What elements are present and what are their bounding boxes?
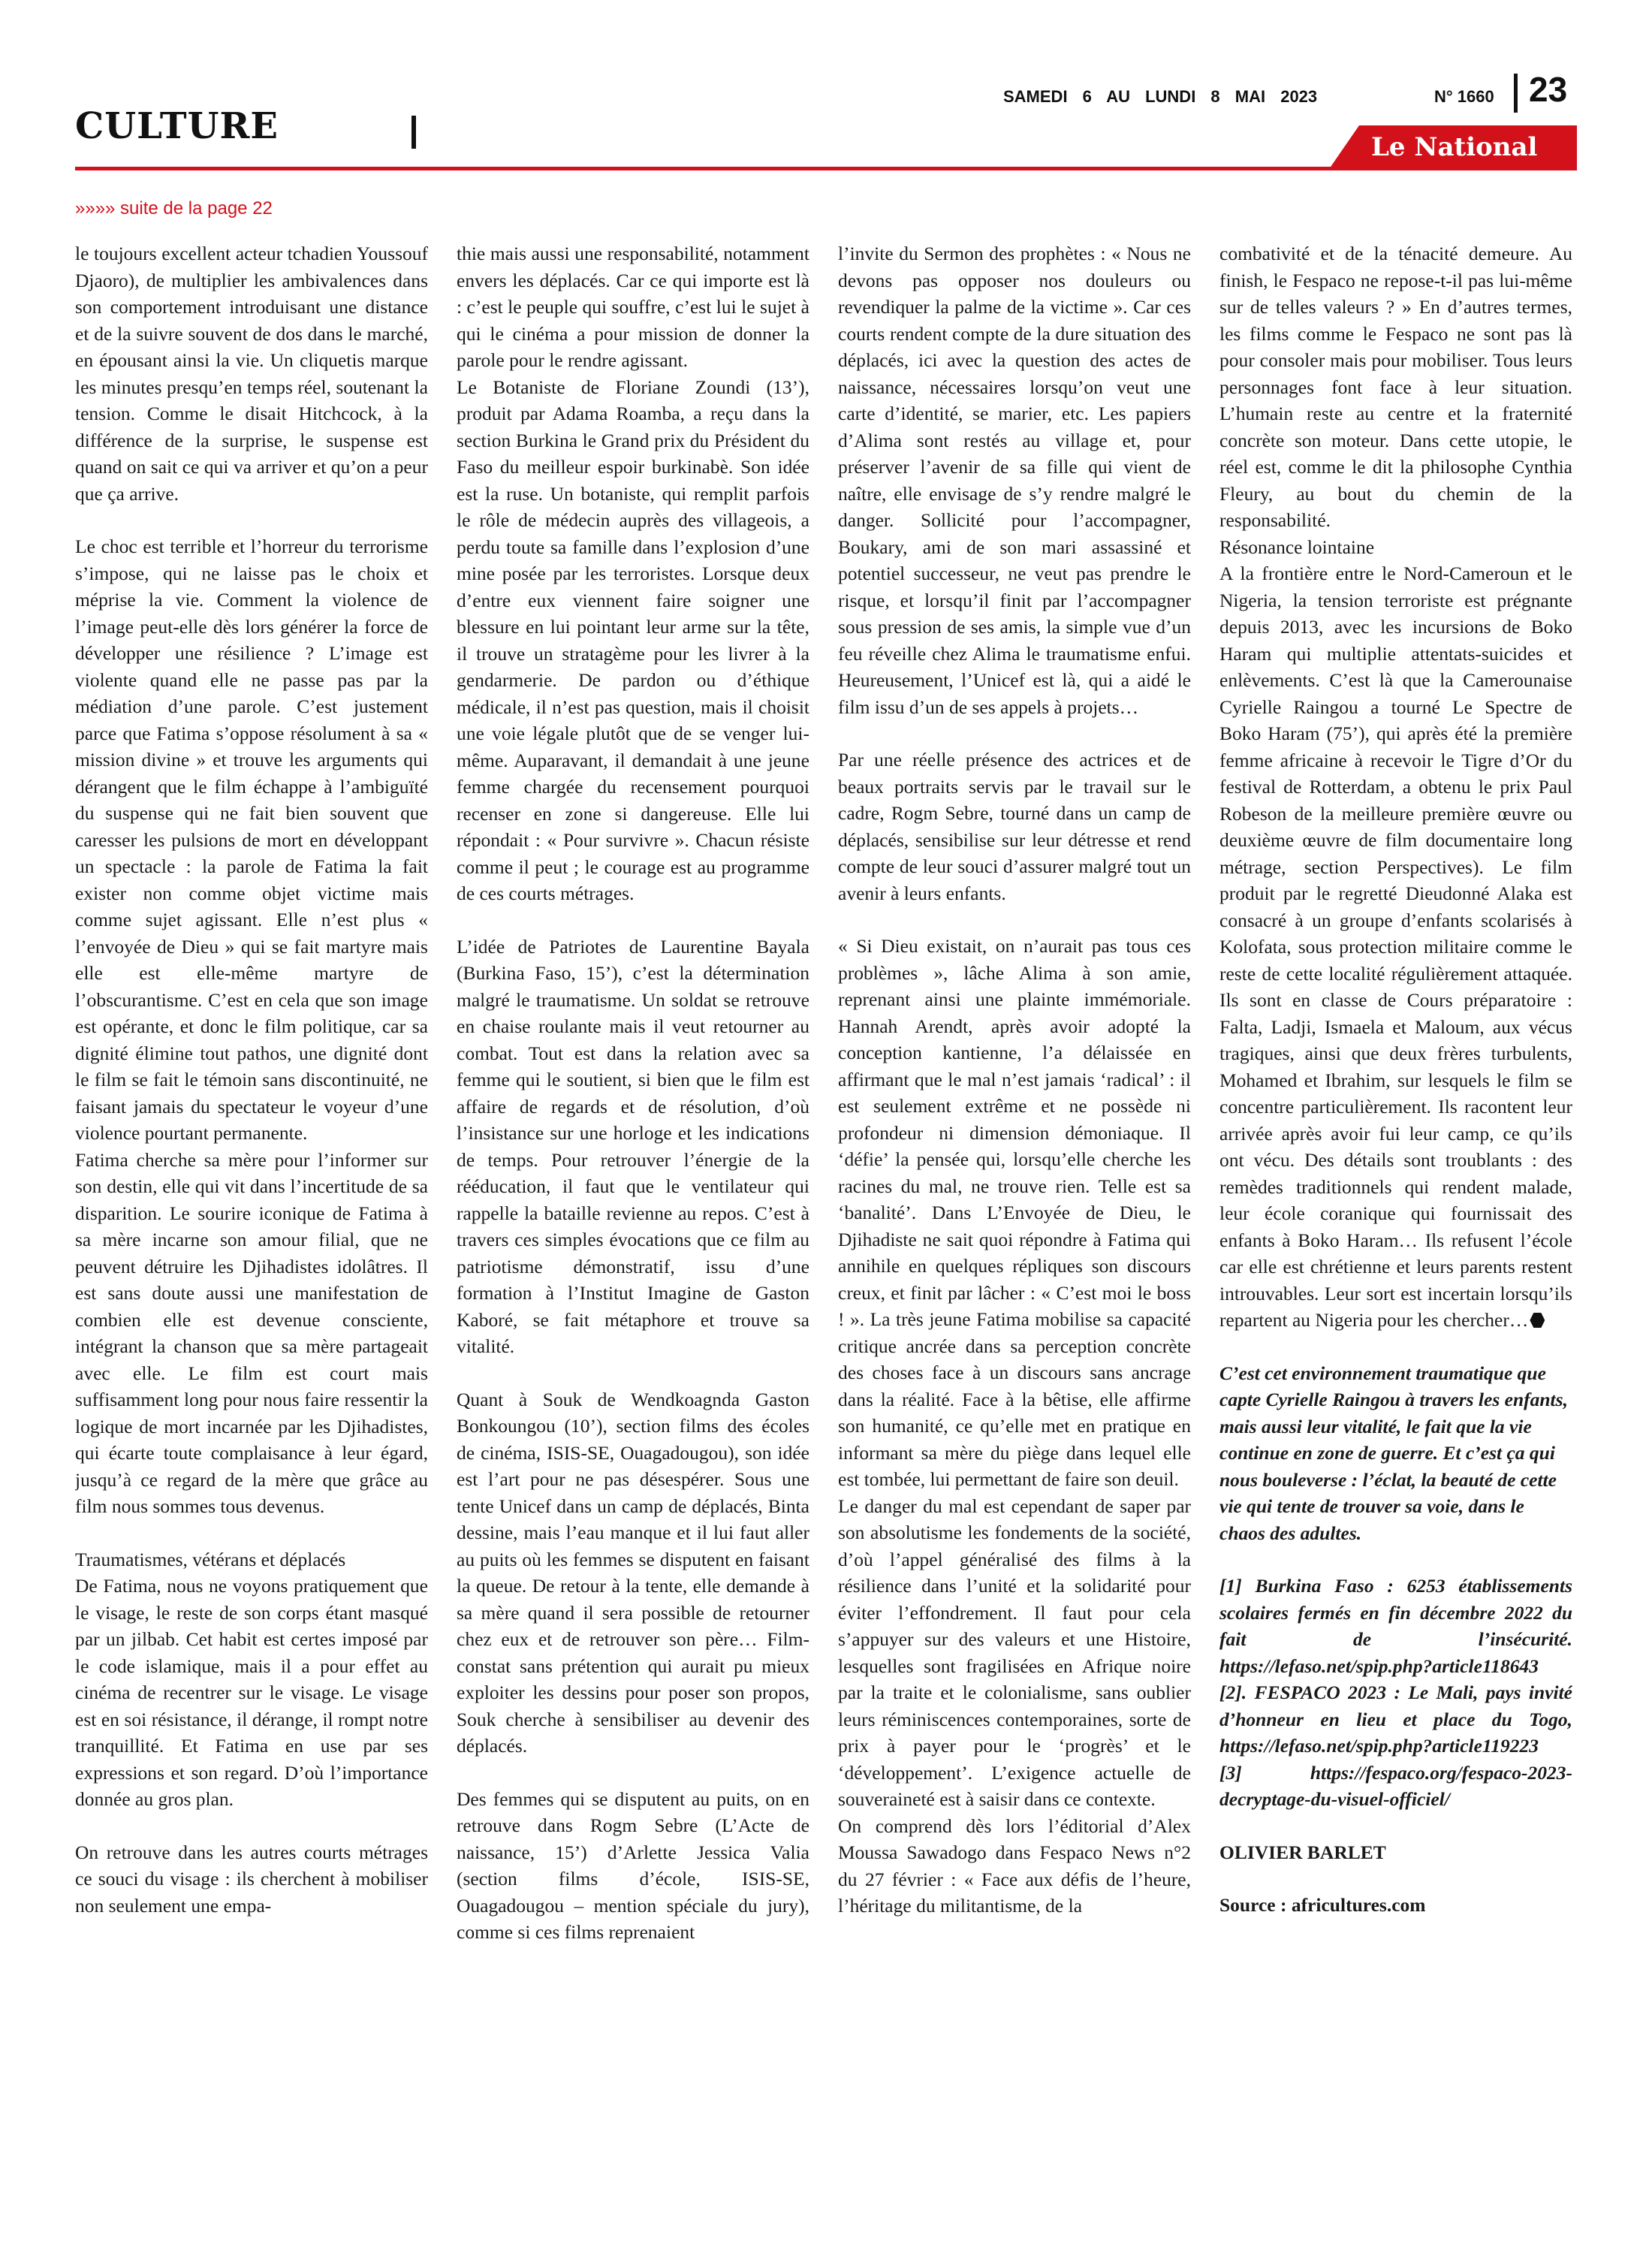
- article-column-4: [1219, 240, 1572, 2230]
- paragraph: Par une réelle présence des actrices et de beaux portraits servis par le travail sur le cadre, Rogm Sebre, tourné dans un camp de déplacés, sensibilise sur leur détresse et rend compte de leur souci d’assurer malgré tout un avenir à leurs enfants.: [838, 749, 1191, 904]
- article-column-2: [457, 240, 809, 2230]
- paragraph: « Si Dieu existait, on n’aurait pas tous ces problèmes », lâche Alima à son amie, reprenant ainsi une plainte immémoriale. Hannah Arendt, après avoir adopté la conception kantienne, l’a délaissée en affirmant que le mal n’est jamais ‘radical’ : il est seulement extrême et ne possède ni profondeur ni dimension démoniaque. Il ‘défie’ la pensée qui, lorsqu’elle cherche les racines du mal, ne trouve rien. Telle est sa ‘banalité’. Dans L’Envoyée de Dieu, le Djihadiste ne sait quoi répondre à Fatima qui annihile en quelques répliques son discours creux, et finit par lâcher : « C’est moi le boss ! ». La très jeune Fatima mobilise sa capacité critique ancrée dans sa perception concrète des choses face à un discours sans ancrage dans la réalité. Face à la bêtise, elle affirme son humanité, ce qu’elle met en pratique en informant sa mère du piège dans lequel elle est tombée, lui permettant de faire son deuil.: [838, 935, 1191, 1490]
- subheading: Traumatismes, vétérans et déplacés: [75, 1548, 346, 1570]
- paragraph: De Fatima, nous ne voyons pratiquement que le visage, le reste de son corps étant masqué par un jilbab. Cet habit est certes imposé par le code islamique, mais il a pour effet au cinéma de recentrer sur le visage. Le visage est en soi résistance, il dérange, il rompt notre tranquillité. Et Fatima en use par ses expressions et son regard. D’où l’importance donnée au gros plan.: [75, 1575, 428, 1810]
- author-byline: OLIVIER BARLET: [1219, 1841, 1386, 1863]
- footnote: [1] Burkina Faso : 6253 établissements scolaires fermés en fin décembre 2022 du fait de l’insécurité. https://lefaso.net/spip.php?article118643: [1219, 1575, 1572, 1677]
- paragraph: Quant à Souk de Wendkoagnda Gaston Bonkoungou (10’), section films des écoles de cinéma, ISIS-SE, Ouagadougou), son idée est l’art pour ne pas désespérer. Sous une tente Unicef dans un camp de déplacés, Binta dessine, mais l’eau manque et il lui faut aller au puits où les femmes se disputent en faisant la queue. De retour à la tente, elle demande à sa mère quand il sera possible de retourner chez eux et de retrouver son père… Film-constat sans prétention qui aurait pu mieux exploiter les dessins pour poser son propos, Souk cherche à sensibiliser au devenir des déplacés.: [457, 1388, 809, 1757]
- source-credit: Source : africultures.com: [1219, 1894, 1426, 1916]
- subheading: Résonance lointaine: [1219, 535, 1375, 558]
- emphasis-paragraph: C’est cet environnement traumatique que capte Cyrielle Raingou à travers les enfants, mais aussi leur vitalité, le fait que la vie continue en zone de guerre. Et c’est ça qui nous bouleverse : l’éclat, la beauté de cette vie qui tente de trouver sa voie, dans le chaos des adultes.: [1219, 1362, 1568, 1544]
- continuation-note: »»»» suite de la page 22: [75, 198, 273, 219]
- page-number-divider: [1514, 74, 1518, 113]
- paragraph: l’invite du Sermon des prophètes : « Nous ne devons pas opposer nos douleurs ou revendiquer la palme de la victime ». Car ces courts rendent compte de la dure situation des déplacés, ici avec la question des actes de naissance, nécessaires lorsqu’on veut une carte d’identité, se marier, etc. Les papiers d’Alima sont restés au village et, pour préserver l’avenir de sa fille qui vient de naître, elle envisage de s’y rendre malgré le danger. Sollicité pour l’accompagner, Boukary, ami de son mari assassiné et potentiel successeur, ne veut pas prendre le risque, et lorsqu’il finit par l’accompagner sous pression de ses amis, la simple vue d’un feu réveille chez Alima le traumatisme enfui. Heureusement, l’Unicef est là, qui a aidé le film issu d’un de ses appels à projets…: [838, 243, 1191, 718]
- paragraph: Le Botaniste de Floriane Zoundi (13’), produit par Adama Roamba, a reçu dans la section Burkina le Grand prix du Président du Faso du meilleur espoir burkinabè. Son idée est la ruse. Un botaniste, qui remplit parfois le rôle de médecin auprès des villageois, a perdu toute sa famille dans l’explosion d’une mine posée par les terroristes. Lorsque deux d’entre eux viennent faire soigner une blessure en lui pointant leur arme sur la tête, il trouve un stratagème pour les livrer à la gendarmerie. De pardon ou d’éthique médicale, il n’est pas question, mais il choisit une voie légale plutôt que de se venger lui-même. Auparavant, il demandait à une jeune femme chargée du recensement pourquoi recenser en zone si dangereuse. Elle lui répondait : « Pour survivre ». Chacun résiste comme il peut ; le courage est au programme de ces courts métrages.: [457, 376, 809, 904]
- paragraph: On retrouve dans les autres courts métrages ce souci du visage : ils cherchent à mobiliser non seulement une empa-: [75, 1841, 428, 1917]
- footnote: [2]. FESPACO 2023 : Le Mali, pays invité d’honneur en lieu et place du Togo, https://lefaso.net/spip.php?article119223: [1219, 1681, 1572, 1757]
- header-rule: [75, 167, 1577, 170]
- paragraph: On comprend dès lors l’éditorial d’Alex Moussa Sawadogo dans Fespaco News n°2 du 27 février : « Face aux défis de l’heure, l’héritage du militantisme, de la: [838, 1814, 1191, 1917]
- page-number: 23: [1529, 70, 1568, 109]
- paragraph: thie mais aussi une responsabilité, notamment envers les déplacés. Car ce qui importe est là : c’est le peuple qui souffre, c’est lui le sujet à qui le cinéma a pour mission de donner la parole pour le rendre agissant.: [457, 243, 809, 371]
- brand-name: Le National: [1371, 132, 1538, 162]
- paragraph: Fatima cherche sa mère pour l’informer sur son destin, elle qui vit dans l’incertitude de sa disparition. Le sourire iconique de Fatima à sa mère incarne son amour filial, que ne peuvent détruire les Djihadistes idolâtres. Il est sans doute aussi une manifestation de combien elle est devenue consciente, intégrant la chanson que sa mère partageait avec elle. Le film est court mais suffisamment long pour nous faire ressentir la logique de mort incarnée par les Djihadistes, qui écarte toute complaisance à leur égard, jusqu’à ce regard de la mère que grâce au film nous sommes tous devenus.: [75, 1148, 428, 1517]
- paragraph: Des femmes qui se disputent au puits, on en retrouve dans Rogm Sebre (L’Acte de naissance, 15’) d’Arlette Jessica Valia (section films d’école, ISIS-SE, Ouagadougou – mention spéciale du jury), comme si ces films reprenaient: [457, 1787, 809, 1943]
- paragraph: L’idée de Patriotes de Laurentine Bayala (Burkina Faso, 15’), c’est la détermination malgré le traumatisme. Un soldat se retrouve en chaise roulante mais il veut retourner au combat. Tout est dans la relation avec sa femme qui le soutient, si bien que le film est affaire de regards et de résolution, d’où l’insistance sur une horloge et les indications de temps. Pour retrouver l’énergie de la rééducation, il faut que le ventilateur qui rappelle la bataille revienne au repos. C’est à travers ces simples évocations que ce film au patriotisme démonstratif, issu d’une formation à l’Institut Imagine de Gaston Kaboré, se fait métaphore et trouve sa vitalité.: [457, 935, 809, 1357]
- paragraph: Le choc est terrible et l’horreur du terrorisme s’impose, qui ne laisse pas le choix et méprise la vie. Comment la violence de l’image peut-elle dès lors générer la force de développer une résilience ? L’image est violente quand elle ne passe pas par la médiation d’une parole. C’est justement parce que Fatima s’oppose résolument à sa « mission divine » et trouve les arguments qui dérangent que le film échappe à l’ambiguïté du suspense qui ne fait bien souvent que caresser les pulsions de mort en développant un spectacle : la parole de Fatima la fait exister non comme objet victime mais comme sujet agissant. Elle n’est plus « l’envoyée de Dieu » qui se fait martyre mais elle est elle-même martyre de l’obscurantisme. C’est en cela que son image est opérante, et donc le film politique, car sa dignité élimine tout pathos, une dignité dont le film se fait le témoin sans discontinuité, ne faisant jamais du spectateur le voyeur d’une violence pourtant permanente.: [75, 535, 428, 1144]
- section-divider: [411, 116, 416, 149]
- paragraph-ending: [1219, 560, 1572, 1334]
- article-column-3: [838, 240, 1191, 2230]
- end-of-article-icon: [1530, 1313, 1545, 1328]
- paragraph: le toujours excellent acteur tchadien Youssouf Djaoro), de multiplier les ambivalences dans son comportement introduisant une distance et de la suivre souvent de dos dans le marché, en épousant ainsi la vie. Un cliquetis marque les minutes presqu’en temps réel, soutenant la tension. Comme le disait Hitchcock, à la différence de la surprise, le suspense est quand on sait ce qui va arriver et qu’on a peur que ça arrive.: [75, 243, 428, 505]
- issue-number: N° 1660: [1434, 87, 1494, 106]
- paragraph: Le danger du mal est cependant de saper par son absolutisme les fondements de la société, d’où l’appel généralisé des films à la résilience dans l’unité et la solidarité pour éviter l’effondrement. Il faut pour cela s’appuyer sur des valeurs et une Histoire, lesquelles sont fragilisées en Afrique noire par la traite et le colonialisme, sans oublier leurs réminiscences contemporaines, sorte de prix à payer pour le ‘progrès’ et le ‘développement’. L’exigence actuelle de souveraineté est à saisir dans ce contexte.: [838, 1494, 1191, 1810]
- footnote: [3] https://fespaco.org/fespaco-2023-decryptage-du-visuel-officiel/: [1219, 1761, 1572, 1810]
- article-column-1: [75, 240, 428, 2230]
- paragraph: A la frontière entre le Nord-Cameroun et le Nigeria, la tension terroriste est prégnante depuis 2013, avec les incursions de Boko Haram qui multiplie attentats-suicides et enlèvements. C’est là que la Camerounaise Cyrielle Raingou a tourné Le Spectre de Boko Haram (75’), qui après été la première femme africaine à recevoir le Tigre d’Or du festival de Rotterdam, a obtenu le prix Paul Robeson de la meilleure première œuvre ou deuxième œuvre de film documentaire long métrage, section Perspectives). Le film produit par le regretté Dieudonné Alaka est consacré à un groupe d’enfants scolarisés à Kolofata, sous protection militaire comme le reste de cette localité régulièrement attaquée. Ils sont en classe de Cours préparatoire : Falta, Ladji, Ismaela et Maloum, aux vécus tragiques, ainsi que deux frères turbulents, Mohamed et Ibrahim, sur lesquels le film se concentre particulièrement. Ils racontent leur arrivée après avoir fui leur camp, ce qu’ils ont vécu. Des détails sont troublants : des remèdes traditionnels qui rendent malade, leur école coranique qui fournissait des enfants à Boko Haram… Ils refusent l’école car elle est chrétienne et leurs parents restent introuvables. Leur sort est incertain lorsqu’ils repartent au Nigeria pour les chercher…: [1219, 562, 1572, 1331]
- paragraph: combativité et de la ténacité demeure. Au finish, le Fespaco ne repose-t-il pas lui-même sur de telles valeurs ? » En d’autres termes, les films comme le Fespaco ne sont pas là pour consoler mais pour mobiliser. Tous leurs personnages font face à leur situation. L’humain reste au centre et la fraternité concrète son moteur. Dans cette utopie, le réel est, comme le dit la philosophe Cynthia Fleury, au bout du chemin de la responsabilité.: [1219, 243, 1572, 531]
- issue-date: SAMEDI 6 AU LUNDI 8 MAI 2023: [1003, 87, 1318, 106]
- section-title: CULTURE: [75, 105, 279, 147]
